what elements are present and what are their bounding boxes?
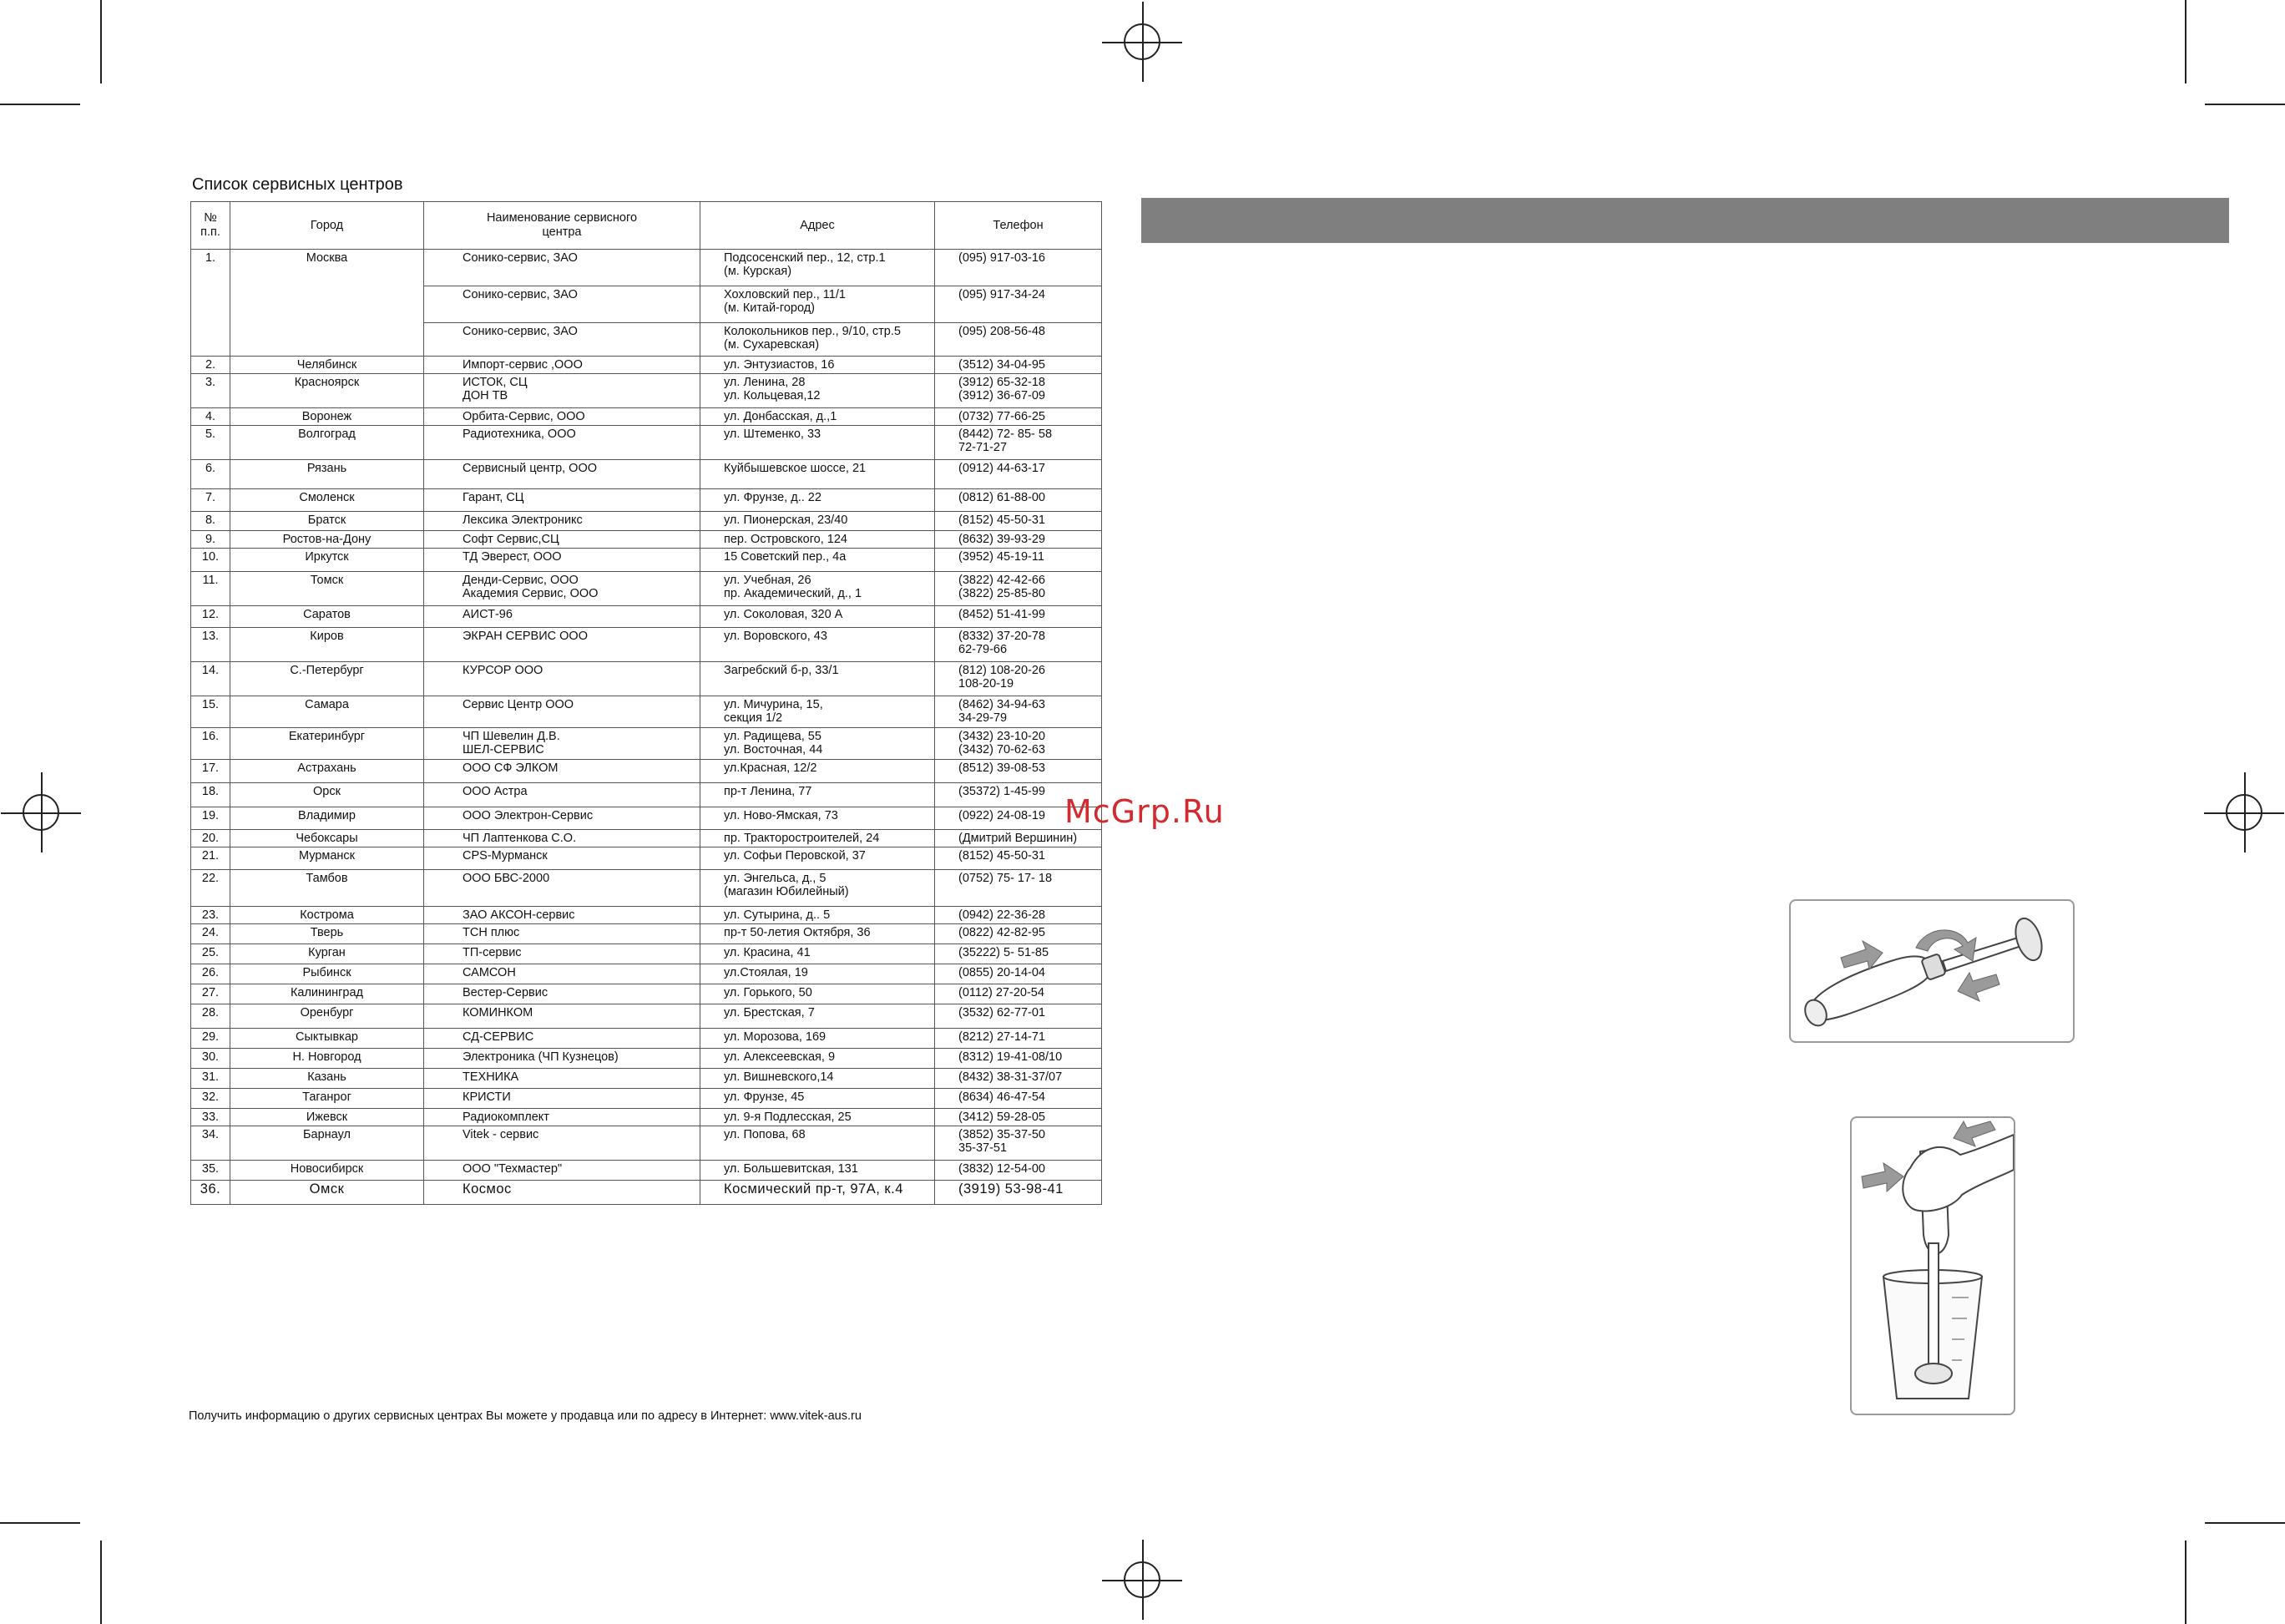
address-cell: пр-т Ленина, 77 <box>700 783 935 807</box>
table-row <box>191 426 1102 460</box>
crop-mark <box>2205 1522 2285 1524</box>
city-cell: Кострома <box>230 907 424 924</box>
service-name-cell: СД-СЕРВИС <box>424 1029 700 1049</box>
address-cell: ул. Алексеевская, 9 <box>700 1049 935 1069</box>
service-name-cell: Сонико-сервис, ЗАО <box>424 250 700 286</box>
table-row <box>191 1029 1102 1049</box>
city-cell: Сыктывкар <box>230 1029 424 1049</box>
row-number: 26. <box>191 964 230 984</box>
city-cell: Екатеринбург <box>230 728 424 760</box>
city-cell: Волгоград <box>230 426 424 460</box>
row-number: 35. <box>191 1161 230 1181</box>
address-cell: Загребский б-р, 33/1 <box>700 662 935 696</box>
row-number: 23. <box>191 907 230 924</box>
address-cell: ул. Фрунзе, д.. 22 <box>700 489 935 512</box>
figure-blender-in-cup <box>1850 1116 2015 1415</box>
table-row <box>191 460 1102 489</box>
address-cell: пер. Островского, 124 <box>700 531 935 549</box>
table-row <box>191 870 1102 907</box>
service-name-cell: ТЕХНИКА <box>424 1069 700 1089</box>
row-number: 1. <box>191 250 230 286</box>
table-row <box>191 847 1102 870</box>
table-row <box>191 760 1102 783</box>
service-name-cell: ЧП Шевелин Д.В. ШЕЛ-СЕРВИС <box>424 728 700 760</box>
address-cell: ул. Вишневского,14 <box>700 1069 935 1089</box>
address-cell: ул. Фрунзе, 45 <box>700 1089 935 1109</box>
service-name-cell: КОМИНКОМ <box>424 1004 700 1029</box>
service-name-cell: Сервис Центр ООО <box>424 696 700 728</box>
city-cell: Рыбинск <box>230 964 424 984</box>
row-number: 9. <box>191 531 230 549</box>
address-cell: ул. Мичурина, 15, секция 1/2 <box>700 696 935 728</box>
table-row <box>191 606 1102 628</box>
phone-cell: (8452) 51-41-99 <box>935 606 1102 628</box>
row-number: 28. <box>191 1004 230 1029</box>
service-name-cell: ЗАО АКСОН-сервис <box>424 907 700 924</box>
table-row <box>191 1004 1102 1029</box>
city-cell: Рязань <box>230 460 424 489</box>
page-title: Список сервисных центров <box>192 175 403 194</box>
city-cell: Таганрог <box>230 1089 424 1109</box>
row-number: 5. <box>191 426 230 460</box>
row-number: 16. <box>191 728 230 760</box>
table-row <box>191 374 1102 408</box>
city-cell: Самара <box>230 696 424 728</box>
table-row <box>191 984 1102 1004</box>
city-cell: Томск <box>230 572 424 606</box>
header-city: Город <box>230 202 424 250</box>
row-number: 6. <box>191 460 230 489</box>
row-number: 15. <box>191 696 230 728</box>
row-number: 19. <box>191 807 230 830</box>
table-row <box>191 944 1102 964</box>
table-row <box>191 286 1102 323</box>
address-cell: ул. Брестская, 7 <box>700 1004 935 1029</box>
service-name-cell: КУРСОР ООО <box>424 662 700 696</box>
phone-cell: (3912) 65-32-18 (3912) 36-67-09 <box>935 374 1102 408</box>
address-cell: ул. Радищева, 55 ул. Восточная, 44 <box>700 728 935 760</box>
row-number: 8. <box>191 512 230 531</box>
city-cell: Ростов-на-Дону <box>230 531 424 549</box>
city-cell: Калининград <box>230 984 424 1004</box>
row-number: 33. <box>191 1109 230 1126</box>
city-cell: Н. Новгород <box>230 1049 424 1069</box>
row-number: 10. <box>191 549 230 572</box>
phone-cell: (8634) 46-47-54 <box>935 1089 1102 1109</box>
address-cell: ул.Красная, 12/2 <box>700 760 935 783</box>
phone-cell: (0942) 22-36-28 <box>935 907 1102 924</box>
city-cell: Смоленск <box>230 489 424 512</box>
address-cell: ул. Энтузиастов, 16 <box>700 357 935 374</box>
table-row <box>191 1069 1102 1089</box>
table-row <box>191 1089 1102 1109</box>
row-number: 7. <box>191 489 230 512</box>
row-number: 14. <box>191 662 230 696</box>
phone-cell: (35222) 5- 51-85 <box>935 944 1102 964</box>
address-cell: ул. Пионерская, 23/40 <box>700 512 935 531</box>
registration-mark-left <box>23 794 59 831</box>
service-name-cell: Гарант, СЦ <box>424 489 700 512</box>
service-name-cell: Сервисный центр, ООО <box>424 460 700 489</box>
table-row <box>191 357 1102 374</box>
address-cell: Куйбышевское шоссе, 21 <box>700 460 935 489</box>
phone-cell: (Дмитрий Вершинин) <box>935 830 1102 847</box>
address-cell: Хохловский пер., 11/1 (м. Китай-город) <box>700 286 935 323</box>
table-row <box>191 531 1102 549</box>
phone-cell: (0922) 24-08-19 <box>935 807 1102 830</box>
hand-blender-assembly-icon <box>1791 901 2073 1041</box>
table-header-row <box>191 202 1102 250</box>
header-bar <box>1141 198 2229 243</box>
address-cell: ул. 9-я Подлесская, 25 <box>700 1109 935 1126</box>
header-phone: Телефон <box>935 202 1102 250</box>
address-cell: ул. Воровского, 43 <box>700 628 935 662</box>
address-cell: ул. Попова, 68 <box>700 1126 935 1161</box>
service-name-cell: ООО Астра <box>424 783 700 807</box>
phone-cell: (3852) 35-37-50 35-37-51 <box>935 1126 1102 1161</box>
address-cell: ул. Большевитская, 131 <box>700 1161 935 1181</box>
service-name-cell: Лексика Электроникс <box>424 512 700 531</box>
city-cell: Иркутск <box>230 549 424 572</box>
city-cell: Мурманск <box>230 847 424 870</box>
city-cell <box>230 286 424 323</box>
service-name-cell: АИСТ-96 <box>424 606 700 628</box>
city-cell: Оренбург <box>230 1004 424 1029</box>
row-number: 17. <box>191 760 230 783</box>
table-row <box>191 489 1102 512</box>
header-number: № п.п. <box>191 202 230 250</box>
phone-cell: (3919) 53-98-41 <box>935 1181 1102 1205</box>
header-address: Адрес <box>700 202 935 250</box>
table-row <box>191 696 1102 728</box>
row-number: 11. <box>191 572 230 606</box>
figure-blender-assembly <box>1789 899 2075 1043</box>
row-number: 24. <box>191 924 230 944</box>
service-name-cell: Вестер-Сервис <box>424 984 700 1004</box>
phone-cell: (8332) 37-20-78 62-79-66 <box>935 628 1102 662</box>
phone-cell: (095) 917-03-16 <box>935 250 1102 286</box>
service-name-cell: Vitek - сервис <box>424 1126 700 1161</box>
table-row <box>191 1109 1102 1126</box>
phone-cell: (0912) 44-63-17 <box>935 460 1102 489</box>
table-row <box>191 1161 1102 1181</box>
address-cell: ул. Ленина, 28 ул. Кольцевая,12 <box>700 374 935 408</box>
row-number: 25. <box>191 944 230 964</box>
address-cell: ул. Морозова, 169 <box>700 1029 935 1049</box>
city-cell: Братск <box>230 512 424 531</box>
address-cell: ул. Ново-Ямская, 73 <box>700 807 935 830</box>
address-cell: ул. Красина, 41 <box>700 944 935 964</box>
address-cell: ул. Сутырина, д.. 5 <box>700 907 935 924</box>
city-cell: Курган <box>230 944 424 964</box>
phone-cell: (8312) 19-41-08/10 <box>935 1049 1102 1069</box>
city-cell: Красноярск <box>230 374 424 408</box>
crop-mark <box>0 104 80 105</box>
row-number: 3. <box>191 374 230 408</box>
address-cell: Подсосенский пер., 12, стр.1 (м. Курская) <box>700 250 935 286</box>
table-body <box>191 250 1102 1205</box>
table-row <box>191 549 1102 572</box>
city-cell: Владимир <box>230 807 424 830</box>
city-cell: Барнаул <box>230 1126 424 1161</box>
row-number: 21. <box>191 847 230 870</box>
city-cell: Челябинск <box>230 357 424 374</box>
service-name-cell: Денди-Сервис, ООО Академия Сервис, ООО <box>424 572 700 606</box>
crop-mark <box>2185 0 2186 83</box>
table-row <box>191 250 1102 286</box>
service-name-cell: CPS-Мурманск <box>424 847 700 870</box>
city-cell: Орск <box>230 783 424 807</box>
crop-mark <box>100 0 102 83</box>
service-name-cell: ТД Эверест, ООО <box>424 549 700 572</box>
address-cell: ул. Донбасская, д.,1 <box>700 408 935 426</box>
service-name-cell: КРИСТИ <box>424 1089 700 1109</box>
table-row <box>191 662 1102 696</box>
phone-cell: (3432) 23-10-20 (3432) 70-62-63 <box>935 728 1102 760</box>
phone-cell: (3512) 34-04-95 <box>935 357 1102 374</box>
phone-cell: (3822) 42-42-66 (3822) 25-85-80 <box>935 572 1102 606</box>
row-number: 2. <box>191 357 230 374</box>
row-number: 13. <box>191 628 230 662</box>
service-name-cell: ООО Электрон-Сервис <box>424 807 700 830</box>
phone-cell: (35372) 1-45-99 <box>935 783 1102 807</box>
phone-cell: (8632) 39-93-29 <box>935 531 1102 549</box>
phone-cell: (3532) 62-77-01 <box>935 1004 1102 1029</box>
phone-cell: (0822) 42-82-95 <box>935 924 1102 944</box>
table-row <box>191 1181 1102 1205</box>
row-number: 32. <box>191 1089 230 1109</box>
row-number: 36. <box>191 1181 230 1205</box>
service-name-cell: Софт Сервис,СЦ <box>424 531 700 549</box>
city-cell: Саратов <box>230 606 424 628</box>
service-name-cell: Орбита-Сервис, ООО <box>424 408 700 426</box>
address-cell: Колокольников пер., 9/10, стр.5 (м. Сухаревская) <box>700 323 935 357</box>
table-row <box>191 572 1102 606</box>
table-row <box>191 728 1102 760</box>
address-cell: Космический пр-т, 97А, к.4 <box>700 1181 935 1205</box>
watermark: McGrp.Ru <box>1064 793 1225 830</box>
city-cell: Астрахань <box>230 760 424 783</box>
registration-mark-right <box>2226 794 2262 831</box>
phone-cell: (8212) 27-14-71 <box>935 1029 1102 1049</box>
city-cell: Москва <box>230 250 424 286</box>
row-number: 34. <box>191 1126 230 1161</box>
service-name-cell: ЭКРАН СЕРВИС ООО <box>424 628 700 662</box>
crop-mark <box>2185 1541 2186 1624</box>
row-number <box>191 286 230 323</box>
service-name-cell: Космос <box>424 1181 700 1205</box>
phone-cell: (3412) 59-28-05 <box>935 1109 1102 1126</box>
table-row <box>191 1049 1102 1069</box>
service-name-cell: Радиотехника, ООО <box>424 426 700 460</box>
phone-cell: (812) 108-20-26 108-20-19 <box>935 662 1102 696</box>
service-name-cell: САМСОН <box>424 964 700 984</box>
service-name-cell: Радиокомплект <box>424 1109 700 1126</box>
phone-cell: (3832) 12-54-00 <box>935 1161 1102 1181</box>
city-cell: Омск <box>230 1181 424 1205</box>
address-cell: ул. Штеменко, 33 <box>700 426 935 460</box>
city-cell: Казань <box>230 1069 424 1089</box>
phone-cell: (8442) 72- 85- 58 72-71-27 <box>935 426 1102 460</box>
city-cell: Воронеж <box>230 408 424 426</box>
service-name-cell: Сонико-сервис, ЗАО <box>424 286 700 323</box>
table-row <box>191 807 1102 830</box>
table-row <box>191 628 1102 662</box>
row-number: 29. <box>191 1029 230 1049</box>
phone-cell: (0732) 77-66-25 <box>935 408 1102 426</box>
service-name-cell: Электроника (ЧП Кузнецов) <box>424 1049 700 1069</box>
city-cell <box>230 323 424 357</box>
table-row <box>191 830 1102 847</box>
phone-cell: (8512) 39-08-53 <box>935 760 1102 783</box>
phone-cell: (8432) 38-31-37/07 <box>935 1069 1102 1089</box>
row-number: 12. <box>191 606 230 628</box>
city-cell: Киров <box>230 628 424 662</box>
table-row <box>191 783 1102 807</box>
address-cell: ул. Учебная, 26 пр. Академический, д., 1 <box>700 572 935 606</box>
city-cell: Новосибирск <box>230 1161 424 1181</box>
service-centers-table <box>190 201 1102 1205</box>
table-row <box>191 512 1102 531</box>
service-name-cell: ТП-сервис <box>424 944 700 964</box>
row-number: 30. <box>191 1049 230 1069</box>
address-cell: ул. Соколовая, 320 А <box>700 606 935 628</box>
phone-cell: (0112) 27-20-54 <box>935 984 1102 1004</box>
address-cell: 15 Советский пер., 4а <box>700 549 935 572</box>
phone-cell: (095) 917-34-24 <box>935 286 1102 323</box>
phone-cell: (095) 208-56-48 <box>935 323 1102 357</box>
table-row <box>191 924 1102 944</box>
blender-in-measuring-cup-icon <box>1852 1118 2014 1414</box>
service-name-cell: ЧП Лаптенкова С.О. <box>424 830 700 847</box>
phone-cell: (8152) 45-50-31 <box>935 512 1102 531</box>
city-cell: Чебоксары <box>230 830 424 847</box>
table-row <box>191 323 1102 357</box>
table-row <box>191 1126 1102 1161</box>
city-cell: Тверь <box>230 924 424 944</box>
city-cell: Тамбов <box>230 870 424 907</box>
city-cell: Ижевск <box>230 1109 424 1126</box>
service-name-cell: ООО СФ ЭЛКОМ <box>424 760 700 783</box>
row-number: 20. <box>191 830 230 847</box>
row-number: 27. <box>191 984 230 1004</box>
phone-cell: (0812) 61-88-00 <box>935 489 1102 512</box>
phone-cell: (0752) 75- 17- 18 <box>935 870 1102 907</box>
address-cell: ул. Горького, 50 <box>700 984 935 1004</box>
phone-cell: (8462) 34-94-63 34-29-79 <box>935 696 1102 728</box>
row-number: 4. <box>191 408 230 426</box>
crop-mark <box>0 1522 80 1524</box>
address-cell: ул. Энгельса, д., 5 (магазин Юбилейный) <box>700 870 935 907</box>
table-row <box>191 964 1102 984</box>
registration-mark-top <box>1124 23 1160 60</box>
service-name-cell: ООО БВС-2000 <box>424 870 700 907</box>
row-number: 18. <box>191 783 230 807</box>
service-name-cell: Импорт-сервис ,ООО <box>424 357 700 374</box>
address-cell: пр. Тракторостроителей, 24 <box>700 830 935 847</box>
address-cell: пр-т 50-летия Октября, 36 <box>700 924 935 944</box>
header-name: Наименование сервисного центра <box>424 202 700 250</box>
row-number: 22. <box>191 870 230 907</box>
crop-mark <box>100 1541 102 1624</box>
row-number: 31. <box>191 1069 230 1089</box>
service-name-cell: ООО "Техмастер" <box>424 1161 700 1181</box>
row-number <box>191 323 230 357</box>
address-cell: ул.Стоялая, 19 <box>700 964 935 984</box>
crop-mark <box>2205 104 2285 105</box>
phone-cell: (0855) 20-14-04 <box>935 964 1102 984</box>
service-name-cell: ТСН плюс <box>424 924 700 944</box>
table-row <box>191 408 1102 426</box>
table-row <box>191 907 1102 924</box>
city-cell: С.-Петербург <box>230 662 424 696</box>
service-name-cell: Сонико-сервис, ЗАО <box>424 323 700 357</box>
footer-note: Получить информацию о других сервисных центрах Вы можете у продавца или по адресу в Интернет: www.vitek-aus.ru <box>189 1409 862 1423</box>
registration-mark-bottom <box>1124 1561 1160 1598</box>
service-name-cell: ИСТОК, СЦ ДОН ТВ <box>424 374 700 408</box>
phone-cell: (3952) 45-19-11 <box>935 549 1102 572</box>
phone-cell: (8152) 45-50-31 <box>935 847 1102 870</box>
address-cell: ул. Софьи Перовской, 37 <box>700 847 935 870</box>
